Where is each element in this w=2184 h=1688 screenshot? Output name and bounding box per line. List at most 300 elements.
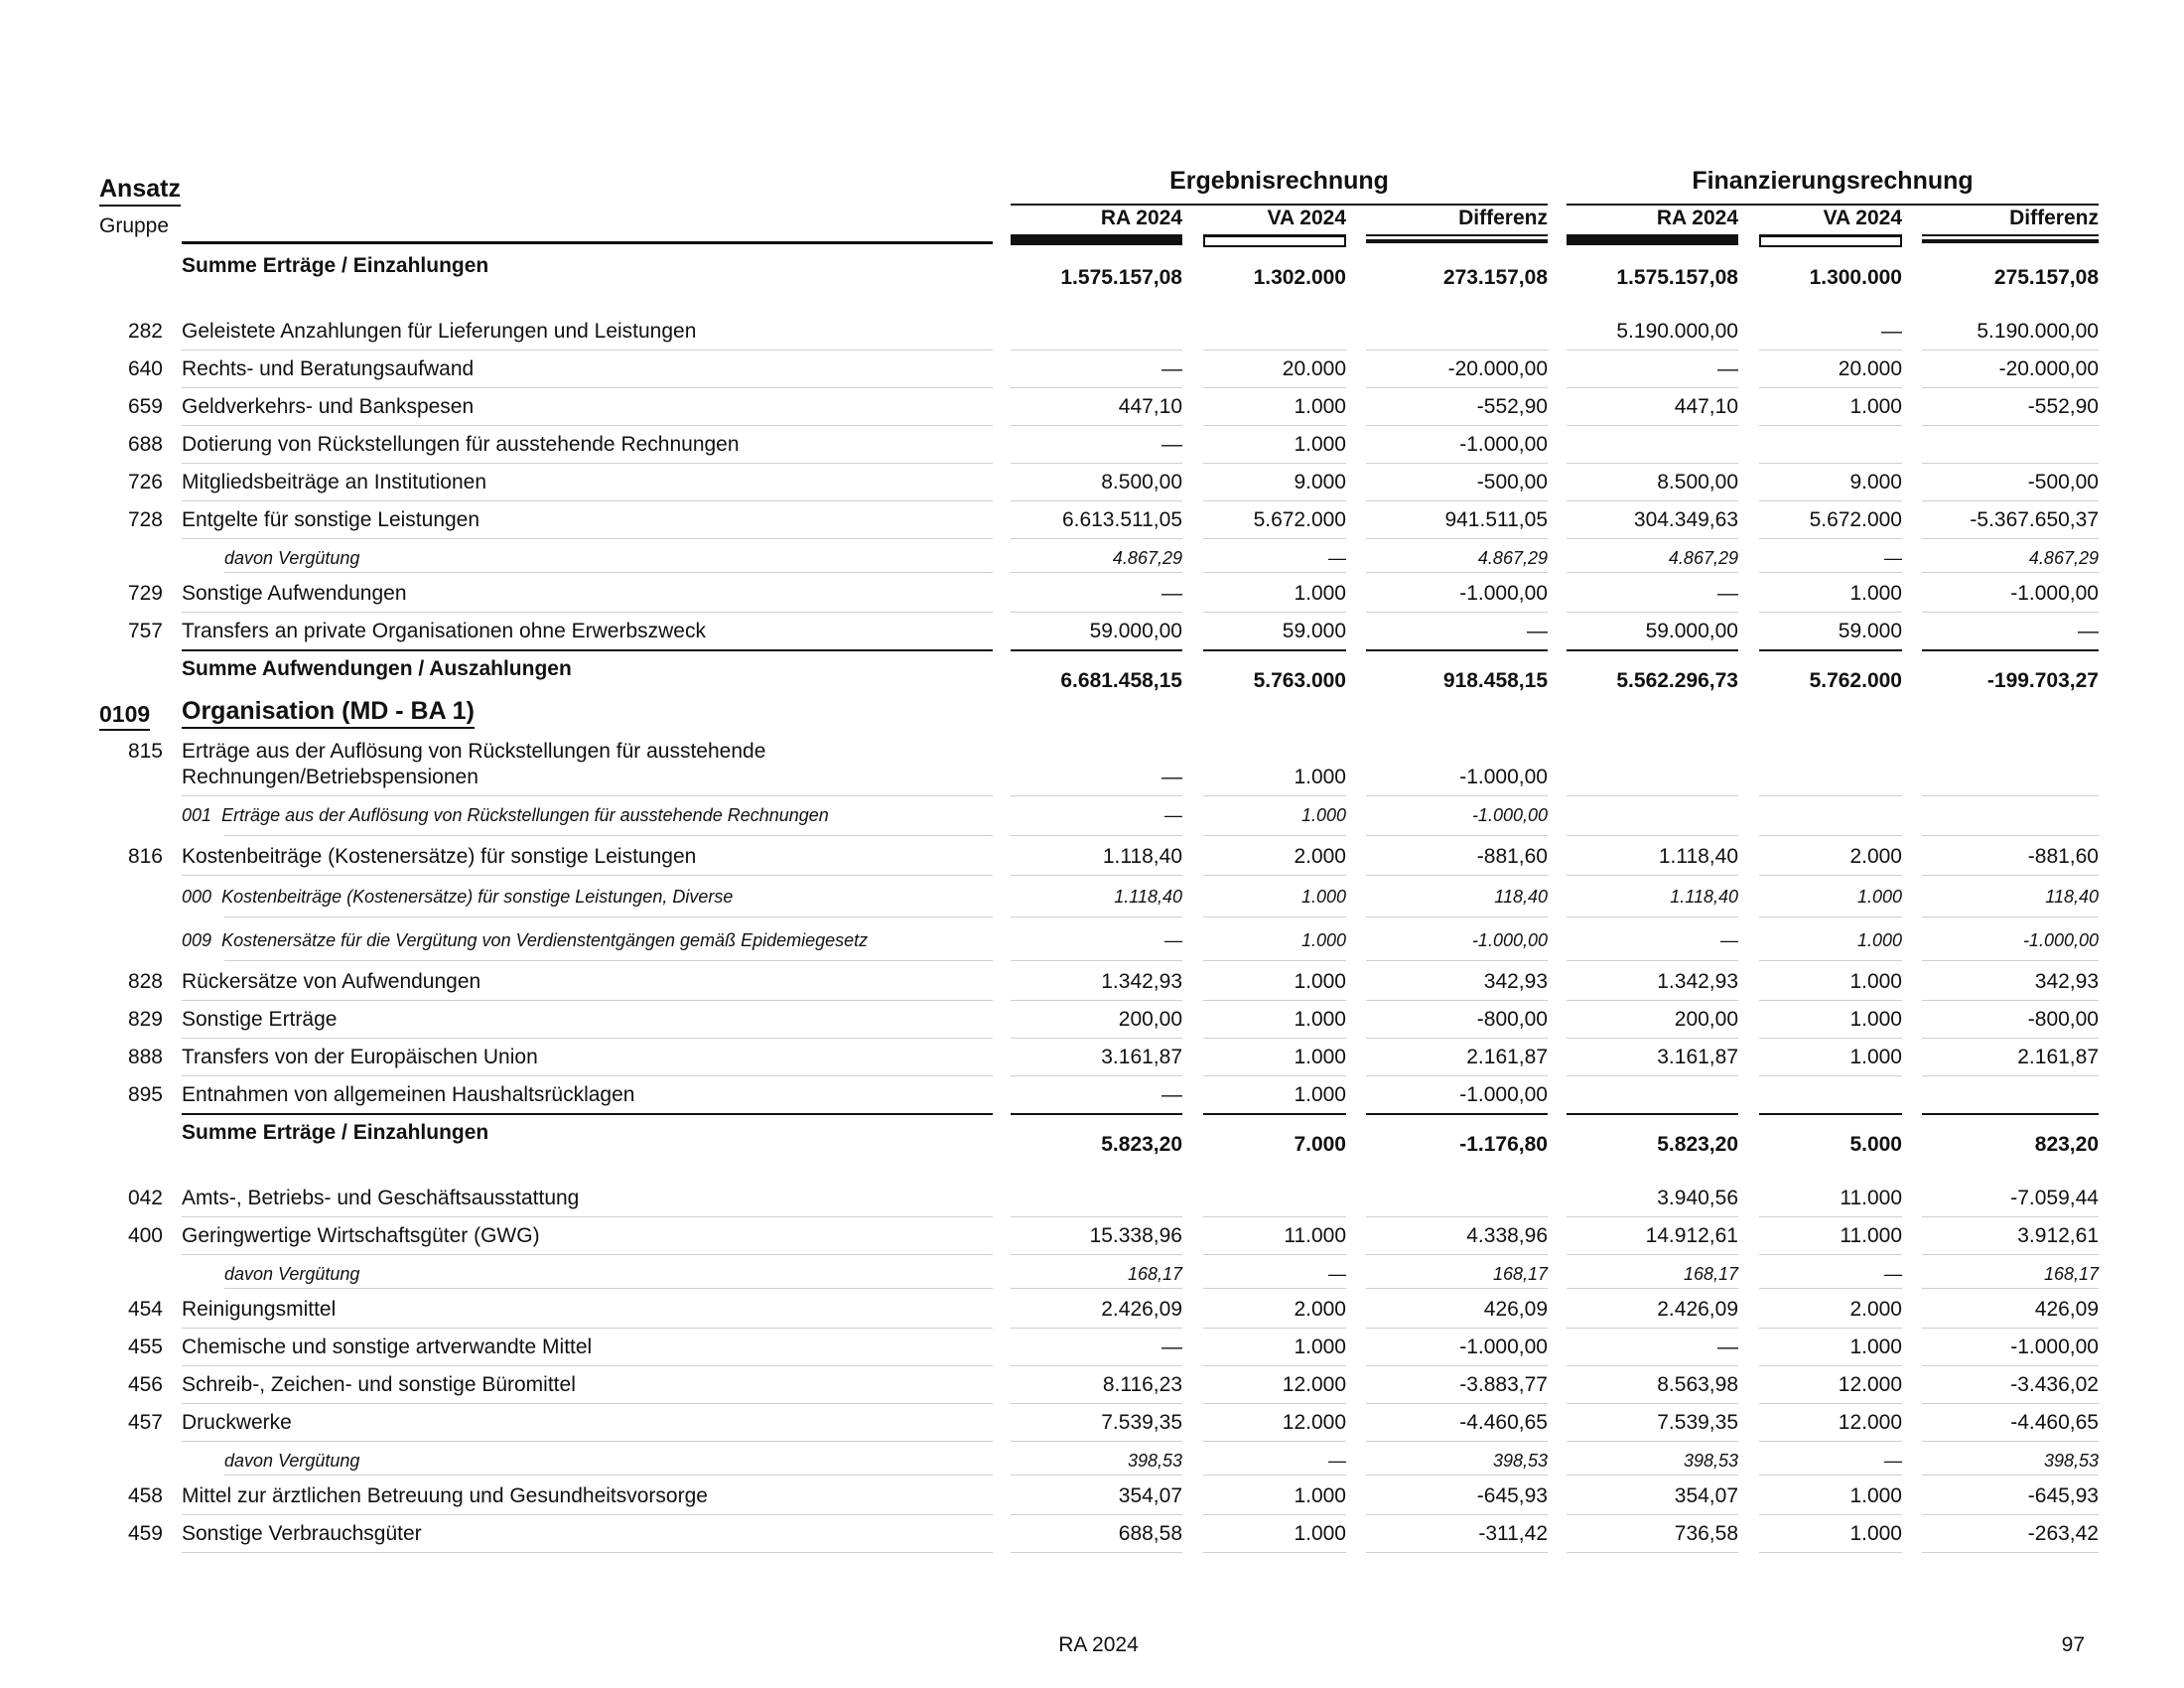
row-divider [1759,1552,1902,1553]
value-cell: — [1161,433,1182,456]
col-differenz-ergebnis: Differenz [1366,207,1548,236]
value-cell: -199.703,27 [1986,669,2099,692]
row-divider [1922,1365,2099,1366]
row-divider [1567,1216,1738,1217]
value-cell: 398,53 [2043,1451,2099,1471]
value-cell: — [1161,582,1182,605]
row-divider [1567,1000,1738,1001]
row-divider [1366,1365,1548,1366]
row-divider [1011,835,1182,836]
row-divider [1011,572,1182,573]
row-divider [1759,916,1902,917]
value-cell: 200,00 [1674,1008,1738,1031]
value-cell: 168,17 [2043,1264,2099,1284]
value-cell: -1.000,00 [1459,1083,1548,1106]
value-cell: 398,53 [1127,1451,1182,1471]
row-divider [1759,612,1902,613]
row-label: Sonstige Erträge [182,1008,338,1031]
value-cell: -645,93 [1476,1484,1548,1507]
row-divider [1011,1441,1182,1442]
row-divider [1759,1000,1902,1001]
row-divider [1567,1441,1738,1442]
row-divider [182,1075,993,1076]
row-divider [224,835,993,836]
row-divider [182,500,993,501]
value-cell: — [1328,1451,1346,1471]
value-cell: 5.672.000 [1253,508,1346,531]
row-label: Druckwerke [182,1411,292,1434]
row-divider [1567,500,1738,501]
value-cell: 5.762.000 [1809,669,1902,692]
detail-code: 009 [182,930,212,950]
row-divider [1922,1475,2099,1476]
table-row [0,1262,2184,1298]
row-code: 400 [127,1224,163,1247]
row-divider [1366,612,1548,613]
row-divider [1203,572,1346,573]
value-cell: 342,93 [2034,970,2099,993]
row-divider [1366,795,1548,796]
value-cell: 1.342,93 [1101,970,1182,993]
row-divider [1203,463,1346,464]
value-cell: — [1161,766,1182,788]
row-label-cont: Rechnungen/Betriebspensionen [182,766,478,788]
value-cell: 5.823,20 [1101,1133,1182,1156]
row-label: davon Vergütung [224,1451,360,1471]
row-divider [1922,387,2099,388]
value-cell: 2.426,09 [1657,1298,1738,1321]
row-divider [1366,649,1548,651]
row-divider [1011,1365,1182,1366]
row-label: Mitgliedsbeiträge an Institutionen [182,471,487,493]
value-cell: — [1717,357,1738,380]
row-divider [1203,538,1346,539]
row-divider [224,1288,993,1289]
value-cell: -800,00 [1476,1008,1548,1031]
value-cell: 118,40 [2045,887,2099,907]
value-cell: 7.539,35 [1101,1411,1182,1434]
row-code: 757 [127,620,163,642]
value-cell: 1.000 [1849,970,1902,993]
row-divider [1567,350,1738,351]
table-row [0,1373,2184,1411]
row-divider [1567,463,1738,464]
value-cell: -1.000,00 [1459,433,1548,456]
row-divider [182,1216,993,1217]
value-cell: 12.000 [1282,1411,1346,1434]
row-divider [1759,1113,1902,1115]
row-divider [1922,1216,2099,1217]
table-row [0,582,2184,620]
row-divider [1366,835,1548,836]
value-cell: — [1161,1083,1182,1106]
table-row [0,1008,2184,1046]
row-divider [1922,1403,2099,1404]
row-divider [1203,1113,1346,1115]
value-cell: 398,53 [1492,1451,1548,1471]
row-code: 282 [127,320,163,343]
row-divider [1567,1403,1738,1404]
row-divider [1922,1038,2099,1039]
row-divider [1922,572,2099,573]
row-divider [1203,1365,1346,1366]
value-cell: 7.539,35 [1657,1411,1738,1434]
row-divider [1011,1254,1182,1255]
section-title: Organisation (MD - BA 1) [182,695,475,729]
row-label: Geleistete Anzahlungen für Lieferungen und Leistungen [182,320,697,343]
row-label: Sonstige Verbrauchsgüter [182,1522,422,1545]
value-cell: — [1717,582,1738,605]
col-differenz-finanz: Differenz [1922,207,2099,236]
row-divider [1203,1514,1346,1515]
value-cell: 1.000 [1300,887,1346,907]
row-divider [1366,1113,1548,1115]
row-divider [1203,649,1346,651]
row-divider [1203,1288,1346,1289]
row-code: 042 [127,1187,163,1209]
value-cell: -263,42 [2027,1522,2099,1545]
row-divider [1567,1328,1738,1329]
row-code: 458 [127,1484,163,1507]
value-cell: 5.000 [1849,1133,1902,1156]
value-cell: -645,93 [2027,1484,2099,1507]
col-ra-2024-finanz: RA 2024 [1567,207,1738,236]
row-divider [1011,1000,1182,1001]
row-divider [1203,350,1346,351]
value-cell: 20.000 [1282,357,1346,380]
row-divider [1011,1038,1182,1039]
row-divider [1011,1403,1182,1404]
value-cell: 1.000 [1849,1008,1902,1031]
row-code: 895 [127,1083,163,1106]
row-divider [182,1403,993,1404]
row-divider [1011,1475,1182,1476]
row-divider [224,1475,993,1476]
row-divider [1366,387,1548,388]
value-cell: 918.458,15 [1442,669,1548,692]
row-divider [1567,1113,1738,1115]
row-divider [1759,1514,1902,1515]
row-label: Schreib-, Zeichen- und sonstige Büromittel [182,1373,576,1396]
row-divider [1922,1254,2099,1255]
value-cell: 1.000 [1849,582,1902,605]
row-divider [1567,1475,1738,1476]
value-cell: 11.000 [1284,1224,1346,1247]
row-label: Rückersätze von Aufwendungen [182,970,481,993]
value-cell: 6.681.458,15 [1060,669,1182,692]
table-row [0,801,2184,845]
col-va-2024-finanz: VA 2024 [1759,207,1902,236]
footer-title: RA 2024 [1058,1633,1139,1656]
table-row [0,620,2184,657]
row-divider [1011,916,1182,917]
row-divider [1759,835,1902,836]
row-code: 457 [127,1411,163,1434]
row-code: 816 [127,845,163,868]
row-divider [1922,835,2099,836]
row-divider [1922,1288,2099,1289]
row-divider [1922,649,2099,651]
row-divider [1922,916,2099,917]
ra-marker-bar [1567,235,1738,245]
value-cell: 1.118,40 [1670,887,1738,907]
ra-marker-bar [1011,235,1182,245]
value-cell: 59.000 [1838,620,1902,642]
row-divider [1011,1075,1182,1076]
row-code: 815 [127,740,163,763]
row-divider [1366,1254,1548,1255]
value-cell: 1.000 [1294,433,1346,456]
row-divider [1567,835,1738,836]
table-row [0,883,2184,926]
value-cell: 5.672.000 [1809,508,1902,531]
row-divider [1011,1514,1182,1515]
row-label: Chemische und sonstige artverwandte Mittel [182,1336,593,1358]
value-cell: — [2078,620,2099,642]
row-divider [1203,425,1346,426]
value-cell: 2.161,87 [1466,1046,1548,1068]
value-cell: 1.575.157,08 [1616,266,1738,289]
value-cell: 1.000 [1300,805,1346,825]
value-cell: 354,07 [1674,1484,1738,1507]
value-cell: 8.116,23 [1102,1373,1182,1396]
row-divider [1366,500,1548,501]
table-row [0,1187,2184,1224]
value-cell: 2.161,87 [2017,1046,2099,1068]
row-code: 828 [127,970,163,993]
value-cell: 342,93 [1483,970,1548,993]
row-divider [1567,875,1738,876]
value-cell: 1.000 [1294,1484,1346,1507]
row-divider [1011,795,1182,796]
row-divider [1567,612,1738,613]
table-row [0,845,2184,883]
value-cell: — [1164,805,1182,825]
row-divider [1567,916,1738,917]
row-divider [1922,1075,2099,1076]
row-divider [1366,1328,1548,1329]
value-cell: 14.912,61 [1645,1224,1738,1247]
row-divider [1366,1000,1548,1001]
row-divider [1567,1552,1738,1553]
row-label: Entnahmen von allgemeinen Haushaltsrücklagen [182,1083,635,1106]
table-row [0,1522,2184,1560]
value-cell: 9.000 [1849,471,1902,493]
value-cell: 1.118,40 [1102,845,1182,868]
value-cell: — [1717,1336,1738,1358]
value-cell: -20.000,00 [1998,357,2099,380]
table-row [0,320,2184,357]
value-cell: 5.190.000,00 [1616,320,1738,343]
value-cell: 1.118,40 [1658,845,1738,868]
table-row [0,1449,2184,1484]
row-divider [1759,795,1902,796]
value-cell: 1.000 [1294,1046,1346,1068]
row-divider [1366,875,1548,876]
diff-marker-bar [1922,239,2099,243]
row-divider [1203,916,1346,917]
row-label: Summe Erträge / Einzahlungen [182,1121,489,1144]
value-cell: 4.867,29 [2028,548,2099,568]
value-cell: 5.562.296,73 [1616,669,1738,692]
value-cell: 1.000 [1849,1484,1902,1507]
table-row [0,433,2184,471]
value-cell: 4.867,29 [1112,548,1182,568]
row-divider [1366,1075,1548,1076]
row-divider [1922,960,2099,961]
value-cell: -4.460,65 [2010,1411,2099,1434]
value-cell: -1.000,00 [2010,1336,2099,1358]
value-cell: 5.823,20 [1657,1133,1738,1156]
value-cell: 447,10 [1118,395,1182,418]
value-cell: — [1164,930,1182,950]
table-row [0,1411,2184,1449]
value-cell: 4.338,96 [1466,1224,1548,1247]
value-cell: 275.157,08 [1993,266,2099,289]
diff-marker-bar [1366,239,1548,243]
row-divider [1922,1000,2099,1001]
row-divider [1759,500,1902,501]
value-cell: 823,20 [2034,1133,2099,1156]
value-cell: — [1527,620,1548,642]
row-divider [1366,960,1548,961]
row-divider [182,1254,993,1255]
row-code: 456 [127,1373,163,1396]
row-divider [1759,1288,1902,1289]
row-divider [1759,538,1902,539]
table-row [0,1046,2184,1083]
table-row [0,926,2184,970]
value-cell: 12.000 [1838,1411,1902,1434]
row-divider [182,1441,993,1442]
row-label: davon Vergütung [224,548,360,568]
row-code: 454 [127,1298,163,1321]
row-label: Dotierung von Rückstellungen für ausstehende Rechnungen [182,433,740,456]
value-cell: -1.000,00 [2022,930,2099,950]
row-divider [1203,1038,1346,1039]
row-divider [1366,1288,1548,1289]
table-row [0,546,2184,582]
value-cell: 168,17 [1492,1264,1548,1284]
row-divider [1759,649,1902,651]
row-divider [1203,960,1346,961]
finanz-rule [1567,204,2099,206]
value-cell: -311,42 [1478,1522,1548,1545]
row-divider [1011,960,1182,961]
row-divider [224,960,993,961]
value-cell: 1.000 [1294,1083,1346,1106]
value-cell: -1.000,00 [1459,1336,1548,1358]
value-cell: -1.000,00 [1471,805,1548,825]
value-cell: 941.511,05 [1444,508,1548,531]
value-cell: 2.000 [1294,845,1346,868]
row-divider [182,1113,993,1115]
row-divider [224,572,993,573]
value-cell: 1.302.000 [1253,266,1346,289]
value-cell: -3.436,02 [2010,1373,2099,1396]
value-cell: -20.000,00 [1447,357,1548,380]
row-divider [1011,425,1182,426]
header-rule [182,241,993,244]
row-divider [1922,612,2099,613]
row-divider [1759,1038,1902,1039]
section-code: 0109 [99,699,150,731]
ansatz-header: Ansatz [99,173,181,207]
value-cell: -1.000,00 [1471,930,1548,950]
row-divider [1567,1038,1738,1039]
detail-code: 001 [182,805,212,825]
finanzierungsrechnung-title: Finanzierungsrechnung [1692,167,1974,195]
row-divider [1366,1441,1548,1442]
table-row [0,508,2184,546]
row-divider [1203,1254,1346,1255]
row-divider [1922,350,2099,351]
row-divider [1203,1441,1346,1442]
value-cell: 426,09 [1483,1298,1548,1321]
row-label: Kostenbeiträge (Kostenersätze) für sonstige Leistungen, Diverse [221,887,734,907]
row-label: Kostenersätze für die Vergütung von Verdienstentgängen gemäß Epidemiegesetz [221,930,869,950]
row-divider [1011,1288,1182,1289]
table-row [0,970,2184,1008]
row-divider [1759,1441,1902,1442]
value-cell: -881,60 [2027,845,2099,868]
row-divider [1567,1075,1738,1076]
value-cell: 1.000 [1856,887,1902,907]
row-divider [1759,1365,1902,1366]
table-row [0,1224,2184,1262]
row-divider [1203,1552,1346,1553]
row-divider [1366,350,1548,351]
value-cell: — [1161,357,1182,380]
row-divider [1011,538,1182,539]
value-cell: 1.000 [1300,930,1346,950]
row-divider [1922,500,2099,501]
row-label: Entgelte für sonstige Leistungen [182,508,480,531]
value-cell: — [1328,548,1346,568]
row-divider [1567,960,1738,961]
row-divider [1366,463,1548,464]
row-divider [1203,795,1346,796]
value-cell: 8.563,98 [1657,1373,1738,1396]
row-divider [1567,572,1738,573]
value-cell: — [1720,930,1738,950]
value-cell: 304.349,63 [1633,508,1738,531]
row-divider [1922,538,2099,539]
va-marker-bar [1203,235,1346,247]
row-divider [182,350,993,351]
row-divider [1759,1475,1902,1476]
value-cell: -500,00 [2027,471,2099,493]
row-divider [1759,960,1902,961]
value-cell: 7.000 [1294,1133,1346,1156]
ergebnisrechnung-title: Ergebnisrechnung [1169,167,1389,195]
value-cell: 2.000 [1849,1298,1902,1321]
value-cell: 1.000 [1294,1336,1346,1358]
row-divider [1922,795,2099,796]
gruppe-header: Gruppe [99,214,170,237]
value-cell: 1.000 [1849,1336,1902,1358]
value-cell: -800,00 [2027,1008,2099,1031]
row-code: 688 [127,433,163,456]
row-divider [182,463,993,464]
row-divider [224,916,993,917]
value-cell: -1.000,00 [2010,582,2099,605]
row-divider [1011,649,1182,651]
row-divider [182,649,993,651]
row-divider [182,1514,993,1515]
table-row [0,1336,2184,1373]
row-divider [1011,500,1182,501]
